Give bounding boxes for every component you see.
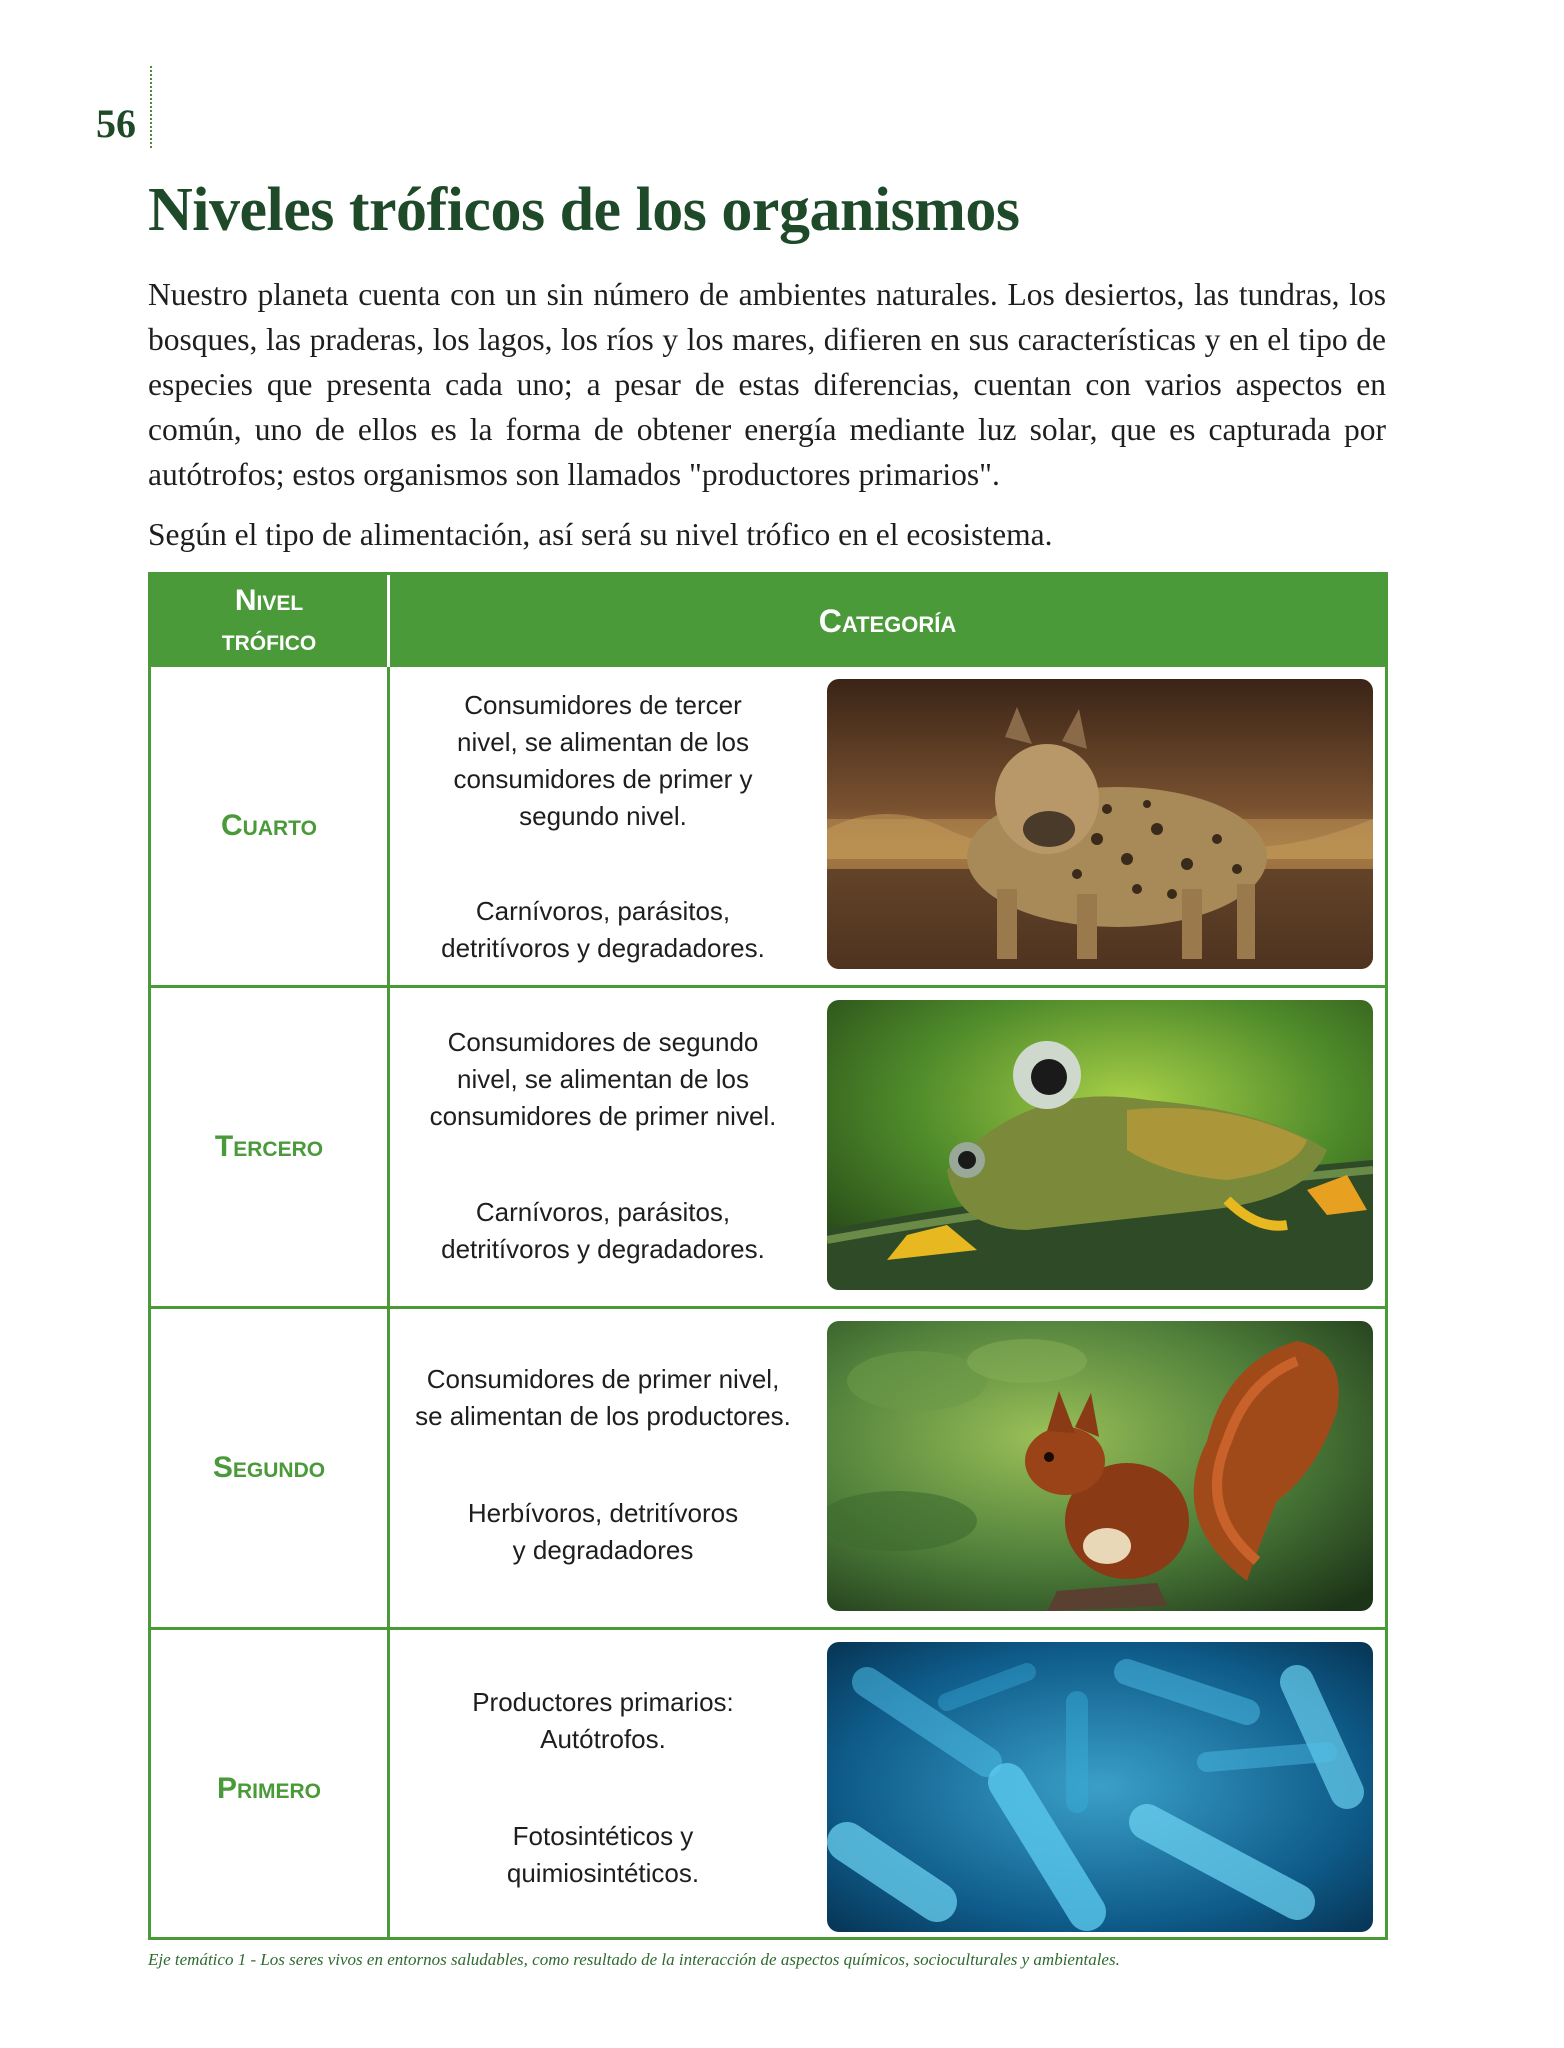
bacteria-photo: [827, 1642, 1373, 1932]
desc-line: Autótrofos.: [540, 1724, 666, 1754]
page-title: Niveles tróficos de los organismos: [148, 176, 1020, 244]
row-description: [390, 1361, 816, 1435]
desc-line: Consumidores de primer nivel,: [426, 1364, 780, 1394]
header-category: Categoría: [818, 602, 957, 639]
intro-sentence: Según el tipo de alimentación, así será su nivel trófico en el ecosistema.: [148, 517, 1053, 552]
margin-rule: [150, 66, 152, 148]
row-description: [390, 1024, 816, 1135]
desc-line: consumidores de primer y: [453, 764, 753, 794]
footer-note: Eje temático 1 - Los seres vivos en entornos saludables, como resultado de la interacción de aspectos químicos, socioculturales y ambientales.: [148, 1950, 1120, 1969]
level-name: Tercero: [214, 1130, 324, 1163]
header-level-line1: Nivel: [234, 584, 304, 617]
desc-line: Consumidores de segundo: [447, 1027, 759, 1057]
row-examples: [390, 893, 816, 967]
row-description: [390, 687, 816, 835]
table-row-primero: [151, 1630, 1385, 1948]
level-name: Primero: [216, 1772, 321, 1805]
row-description: [390, 1684, 816, 1758]
desc-line: nivel, se alimentan de los: [457, 1064, 749, 1094]
desc-line: nivel, se alimentan de los: [457, 727, 749, 757]
desc-line: se alimentan de los productores.: [415, 1401, 791, 1431]
frog-photo: [827, 1000, 1373, 1290]
table-row-segundo: [151, 1309, 1385, 1627]
desc-line: y degradadores: [512, 1535, 694, 1565]
trophic-levels-table: [148, 572, 1388, 1940]
desc-line: Herbívoros, detritívoros: [467, 1498, 739, 1528]
desc-line: Productores primarios:: [472, 1687, 734, 1717]
row-examples: [390, 1194, 816, 1268]
level-name: Segundo: [212, 1451, 326, 1484]
page-number: 56: [96, 101, 136, 146]
header-level-line2: trófico: [221, 624, 317, 657]
hyena-photo: [827, 679, 1373, 969]
table-header: [151, 575, 1385, 667]
desc-line: detritívoros y degradadores.: [441, 933, 765, 963]
intro-paragraph: Nuestro planeta cuenta con un sin número de ambientes naturales. Los desiertos, las tundras, los bosques, las praderas, los lagos, los ríos y los mares, difieren en sus características y en el tipo de especies que presenta cada uno; a pesar de estas diferencias, cuentan con varios aspectos en común, uno de ellos es la forma de obtener energía mediante luz solar, que es capturada por autótrofos; estos organismos son llamados "productores primarios".: [148, 277, 1386, 492]
desc-line: Carnívoros, parásitos,: [475, 1197, 731, 1227]
desc-line: Consumidores de tercer: [464, 690, 742, 720]
table-row-cuarto: [151, 667, 1385, 985]
desc-line: Carnívoros, parásitos,: [475, 896, 731, 926]
desc-line: detritívoros y degradadores.: [441, 1234, 765, 1264]
row-examples: [390, 1818, 816, 1892]
desc-line: consumidores de primer nivel.: [429, 1101, 777, 1131]
squirrel-photo: [827, 1321, 1373, 1611]
desc-line: Fotosintéticos y: [512, 1821, 694, 1851]
row-examples: [390, 1495, 816, 1569]
table-row-tercero: [151, 988, 1385, 1306]
desc-line: segundo nivel.: [519, 801, 687, 831]
desc-line: quimiosintéticos.: [506, 1858, 700, 1888]
header-level: [151, 575, 387, 667]
level-name: Cuarto: [221, 809, 317, 842]
